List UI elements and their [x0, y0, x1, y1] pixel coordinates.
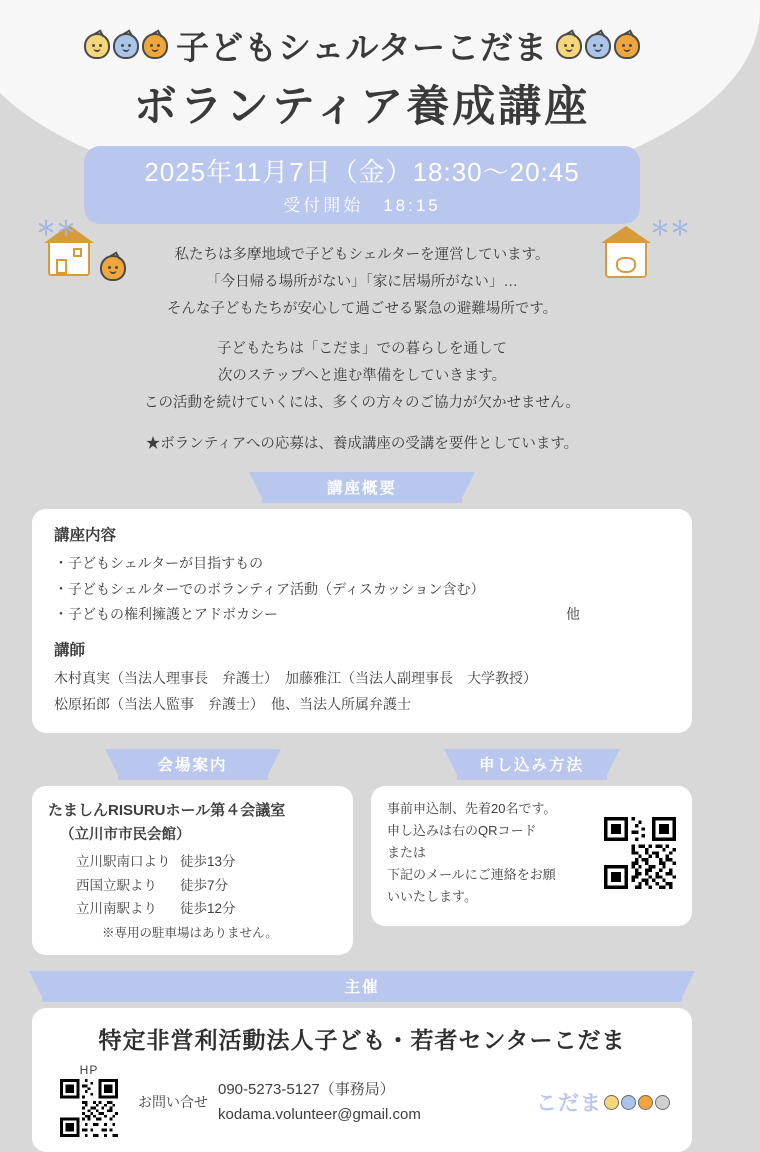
smiley-face-icon	[655, 1095, 670, 1110]
access-time: 徒歩13分	[180, 853, 236, 869]
host-heading: 主催	[42, 971, 682, 1002]
intro-text	[0, 242, 724, 458]
page-title: 子どもシェルターこだま	[175, 29, 549, 66]
apply-line: いいたします。	[387, 889, 477, 905]
intro-line: 私たちは多摩地域で子どもシェルターを運営しています。	[174, 247, 550, 263]
contact-row	[50, 1063, 674, 1142]
list-item	[54, 602, 670, 628]
reception-time: 受付開始 18:15	[283, 196, 441, 215]
intro-line: 子どもたちは「こだま」での暮らしを通して	[217, 341, 507, 358]
event-datetime: 2025年11月7日（金）18:30〜20:45	[144, 157, 580, 187]
homepage-label: HP	[79, 1062, 99, 1077]
lecturer-title: 講師	[54, 642, 86, 660]
sparkle-left: ＊＊	[36, 218, 76, 240]
apply-line: または	[387, 844, 427, 860]
parking-note: ※専用の駐車場はありません。	[102, 925, 278, 940]
list-item-label: ・子どもの権利擁護とアドボカシー	[54, 606, 278, 623]
intro-block-1	[0, 242, 724, 322]
face-icons-left	[84, 33, 168, 59]
venue-and-apply-section	[32, 749, 692, 955]
smiley-face-icon	[621, 1095, 636, 1110]
access-from: 立川南駅より	[76, 901, 157, 917]
page-subtitle: ボランティア養成講座	[133, 83, 591, 131]
date-banner	[84, 146, 640, 224]
apply-column	[371, 749, 692, 955]
list-item-suffix: 他	[566, 606, 580, 623]
course-overview-heading: 講座概要	[262, 472, 462, 503]
access-item	[76, 874, 337, 898]
list-item: ・子どもシェルターでのボランティア活動（ディスカッション含む）	[54, 580, 485, 597]
intro-line: 「今日帰る場所がない」「家に居場所がない」…	[206, 273, 518, 290]
course-content-title: 講座内容	[54, 526, 117, 544]
homepage-qr-code[interactable]	[60, 1079, 118, 1137]
smiley-face-icon	[556, 33, 582, 59]
smiley-face-icon	[113, 33, 139, 59]
access-time: 徒歩7分	[180, 877, 229, 893]
lecturer-line: 松原拓郎（当法人監事 弁護士） 他、当法人所属弁護士	[54, 695, 411, 712]
access-item	[76, 850, 337, 874]
logo-text: こだま	[536, 1092, 602, 1116]
access-from: 西国立駅より	[76, 877, 157, 893]
smiley-face-icon	[638, 1095, 653, 1110]
access-item	[76, 897, 337, 921]
contact-details	[218, 1077, 421, 1128]
apply-heading: 申し込み方法	[457, 749, 607, 780]
course-content-list	[54, 551, 670, 629]
smiley-face-icon	[614, 33, 640, 59]
sparkle-right: ＊＊	[650, 218, 690, 240]
requirement-note: ★ボランティアへの応募は、養成講座の受講を要件としています。	[145, 435, 579, 452]
email-address[interactable]: kodama.volunteer@gmail.com	[218, 1106, 421, 1124]
application-qr-code[interactable]	[604, 817, 676, 889]
contact-label: お問い合せ	[138, 1094, 208, 1111]
intro-line: 次のステップへと進む準備をしていきます。	[217, 368, 507, 385]
host-section	[0, 971, 724, 1152]
apply-card	[371, 786, 692, 926]
poster-title-row	[0, 0, 724, 69]
course-overview-card	[32, 509, 692, 733]
intro-line: そんな子どもたちが安心して過ごせる緊急の避難場所です。	[166, 300, 558, 317]
face-icons-right	[556, 33, 640, 59]
venue-access-list	[48, 850, 337, 921]
lecturer-line: 木村真実（当法人理事長 弁護士） 加藤雅江（当法人副理事長 大学教授）	[54, 670, 537, 687]
access-time: 徒歩12分	[180, 901, 236, 917]
kodama-logo	[536, 1087, 674, 1117]
venue-heading: 会場案内	[118, 749, 268, 780]
smiley-face-icon	[84, 33, 110, 59]
phone-number[interactable]: 090-5273-5127（事務局）	[218, 1080, 395, 1098]
course-overview-section	[0, 472, 724, 733]
venue-hall-sub: （立川市市民会館）	[60, 827, 191, 844]
host-card	[32, 1008, 692, 1152]
apply-line: 申し込みは右のQRコード	[387, 822, 537, 838]
venue-hall-name: たましんRISURUホール第４会議室	[48, 801, 286, 819]
smiley-face-icon	[604, 1095, 619, 1110]
intro-block-2	[0, 336, 724, 416]
homepage-block	[50, 1063, 128, 1142]
access-from: 立川駅南口より	[76, 853, 171, 869]
smiley-face-icon	[585, 33, 611, 59]
venue-card	[32, 786, 353, 955]
apply-line: 事前申込制、先着20名です。	[387, 800, 557, 816]
smiley-face-icon	[142, 33, 168, 59]
host-organization-name: 特定非営利活動法人子ども・若者センターこだま	[98, 1026, 626, 1053]
list-item: ・子どもシェルターが目指すもの	[54, 554, 264, 571]
venue-column	[32, 749, 353, 955]
apply-instructions	[387, 798, 596, 908]
apply-line: 下記のメールにご連絡をお願	[387, 867, 556, 883]
intro-line: この活動を続けていくには、多くの方々のご協力が欠かせません。	[144, 395, 580, 412]
